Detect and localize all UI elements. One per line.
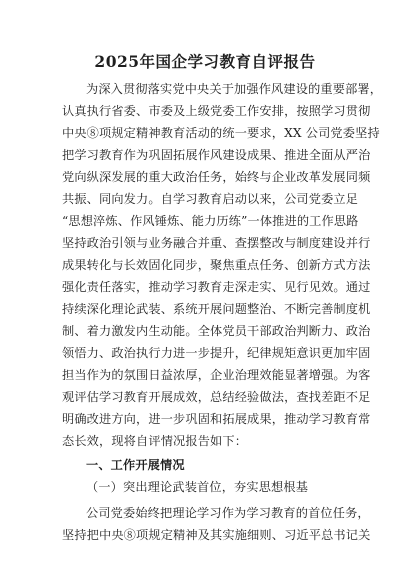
paragraph-line: 强化责任落实，推动学习教育走深走实、见行见效。通过 — [62, 280, 371, 294]
paragraph-line: 认真执行省委、市委及上级党委工作安排，按照学习贯彻 — [62, 104, 371, 118]
paragraph-line: 党向纵深发展的重大政治任务，始终与企业改革发展同频 — [62, 170, 371, 184]
section-heading: 一、工作开展情况 — [86, 458, 185, 472]
paragraph-line: 坚持把中央⑧项规定精神及其实施细则、习近平总书记关 — [62, 528, 371, 542]
document-title: 2025年国企学习教育自评报告 — [94, 52, 316, 71]
subsection-heading: （一）突出理论武装首位，夯实思想根基 — [86, 480, 309, 494]
paragraph-line: 成果转化与长效固化同步，聚焦重点任务、创新方式方法 — [62, 258, 371, 272]
paragraph-line: 把学习教育作为巩固拓展作风建设成果、推进全面从严治 — [62, 148, 371, 162]
paragraph-line: “思想淬炼、作风锤炼、能力历练”一体推进的工作思路 — [62, 214, 359, 228]
paragraph-line: 持续深化理论武装、系统开展问题整治、不断完善制度机 — [62, 302, 371, 316]
paragraph-line: 担当作为的氛围日益浓厚，企业治理效能显著增强。为客 — [62, 368, 371, 382]
paragraph-line: 为深入贯彻落实党中央关于加强作风建设的重要部署， — [86, 82, 383, 96]
paragraph-line: 共振、同向发力。自学习教育启动以来，公司党委立足 — [62, 192, 359, 206]
paragraph-line: 制、着力激发内生动能。全体党员干部政治判断力、政治 — [62, 324, 371, 338]
paragraph-line: 观评估学习教育开展成效，总结经验做法，查找差距不足 — [62, 390, 371, 404]
paragraph-line: 明确改进方向，进一步巩固和拓展成果，推动学习教育常 — [62, 412, 371, 426]
paragraph-line: 公司党委始终把理论学习作为学习教育的首位任务， — [86, 506, 370, 520]
paragraph-line: 中央⑧项规定精神教育活动的统一要求，XX 公司党委坚持 — [62, 126, 380, 140]
paragraph-line: 态长效，现将自评情况报告如下： — [62, 434, 248, 448]
paragraph-line: 领悟力、政治执行力进一步提升，纪律规矩意识更加牢固 — [62, 346, 371, 360]
paragraph-line: 坚持政治引领与业务融合并重、查摆整改与制度建设并行 — [62, 236, 371, 250]
